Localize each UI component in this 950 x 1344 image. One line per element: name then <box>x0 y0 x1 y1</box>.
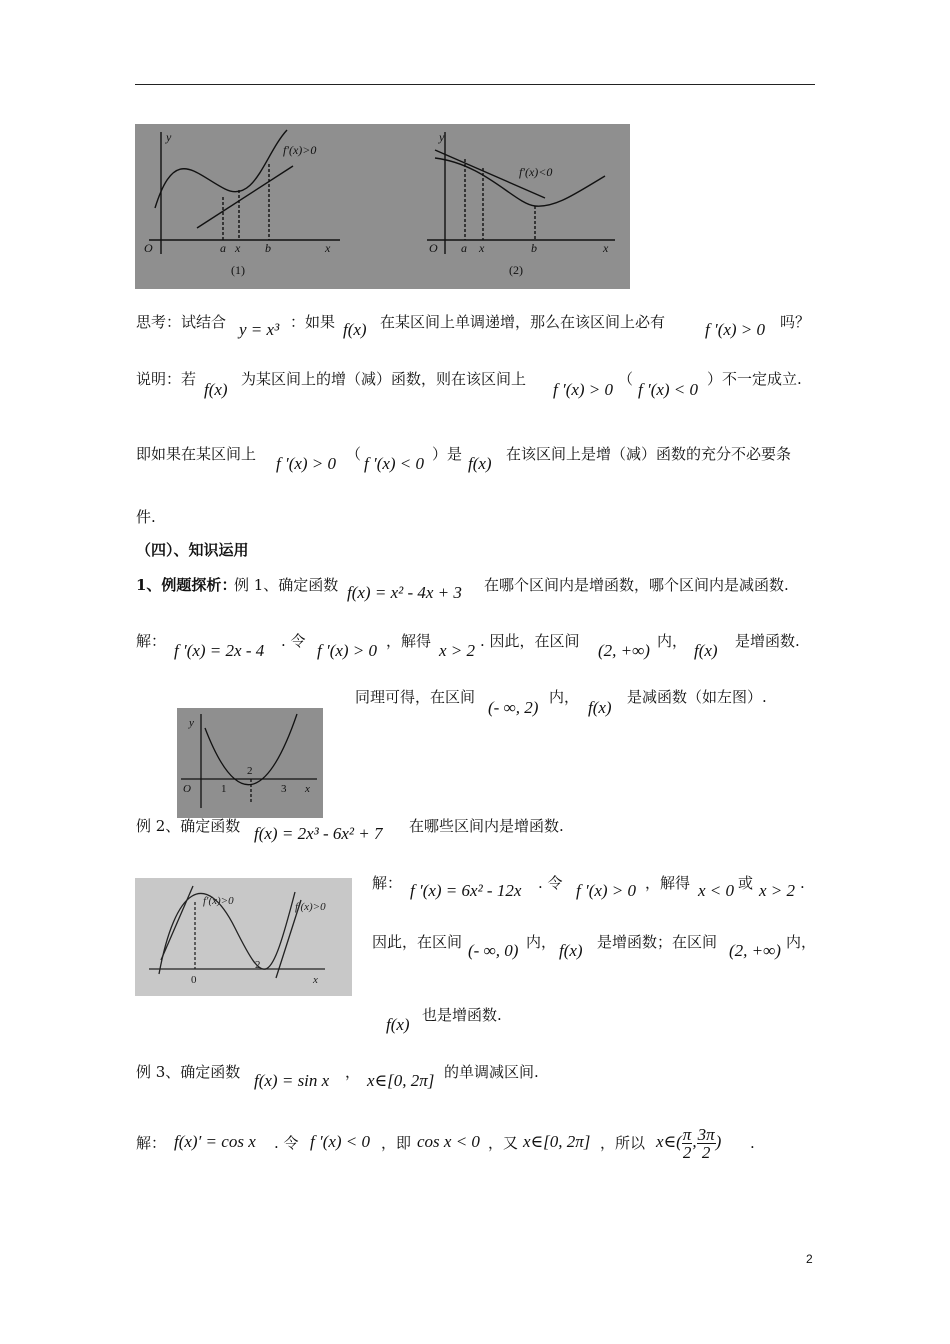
frac2-num: 3π <box>697 1124 715 1144</box>
ex2-math-xgt2: x > 2 <box>759 881 796 900</box>
fig1-tick-b: b <box>265 241 271 255</box>
fig2-y-label: y <box>439 130 445 144</box>
ex3-sol-text4: ，又 <box>488 1134 519 1152</box>
think-text4: 吗？ <box>780 313 811 331</box>
header-rule <box>135 84 815 85</box>
ex1-math-fx2: f(x) <box>694 641 718 660</box>
ex1-math-x: x > 2 <box>439 641 476 660</box>
ex2-sol-label: 解： <box>372 874 403 892</box>
fig2-tick-x: x <box>479 241 485 255</box>
ex2-math-deriv: f ′(x) = 6x² - 12x <box>410 881 522 900</box>
note-math-pos: f ′(x) > 0 <box>553 380 614 399</box>
note2-math-neg: f ′(x) < 0 <box>364 454 425 473</box>
frac1-num: π <box>682 1124 692 1144</box>
ex2-math-fx2: f(x) <box>559 941 583 960</box>
note-math-neg: f ′(x) < 0 <box>638 380 699 399</box>
think-prefix: 思考：试结合 <box>136 313 227 331</box>
ex3-math-deriv: f(x)′ = cos x <box>174 1132 256 1151</box>
ex3-math-ineq: f ′(x) < 0 <box>310 1132 371 1151</box>
ex2-math-ineq: f ′(x) > 0 <box>576 881 637 900</box>
ex2-sol-text3: ，解得 <box>645 874 691 892</box>
note-text3: （ <box>618 370 634 388</box>
ex1-rest2: 内， <box>549 688 580 706</box>
fig3-origin: O <box>183 783 191 795</box>
ex3-result-comma: , <box>692 1132 697 1151</box>
note-prefix: 说明：若 <box>136 370 197 388</box>
ex1-sol-text2: . 令 <box>281 632 306 650</box>
ex3-result <box>656 1122 721 1162</box>
ex1-math-interval: (2, +∞) <box>598 641 650 660</box>
ex1-sol-text6: 是增函数. <box>735 632 800 650</box>
fig3-tick-2: 2 <box>247 765 253 777</box>
ex1-intro: 例 1、确定函数 <box>234 576 339 594</box>
fig1-caption: (1) <box>231 263 245 277</box>
ex2-rest4: 内， <box>786 933 817 951</box>
figure-parabola-svg <box>177 708 323 818</box>
ex2-question: 在哪些区间内是增函数. <box>409 817 564 835</box>
fig1-tick-a: a <box>220 241 226 255</box>
ex2-math-fx3: f(x) <box>386 1015 410 1034</box>
ex3-sol-text3: ，即 <box>381 1134 412 1152</box>
frac1-den: 2 <box>682 1142 692 1162</box>
fig2-origin: O <box>429 241 438 255</box>
ex3-comma: ， <box>345 1063 361 1081</box>
ex1-lead: 1、例题探析： <box>136 576 237 594</box>
fig4-tick-0: 0 <box>191 974 197 986</box>
note2-text5: 件. <box>136 508 156 526</box>
fig3-y-label: y <box>189 717 194 729</box>
ex2-sol-text4: 或 <box>738 874 754 892</box>
ex1-sol-text4: . 因此，在区间 <box>480 632 580 650</box>
note-math-fx: f(x) <box>204 380 228 399</box>
note2-prefix: 即如果在某区间上 <box>136 445 257 463</box>
fraction-3pi-over-2 <box>697 1126 716 1161</box>
figure-monotonic-svg <box>135 124 630 289</box>
fig2-x-label: x <box>603 241 609 255</box>
fig4-annotation-left: f′(x)>0 <box>203 895 234 907</box>
fig1-tick-x: x <box>235 241 241 255</box>
fig3-tick-3: 3 <box>281 783 287 795</box>
ex1-sol-text5: 内， <box>657 632 688 650</box>
note2-math-pos: f ′(x) > 0 <box>276 454 337 473</box>
ex3-math-fx: f(x) = sin x <box>254 1071 330 1090</box>
ex3-result-open: x∈( <box>656 1132 682 1151</box>
figure-cubic-svg <box>135 878 352 996</box>
ex3-sol-text2: . 令 <box>274 1134 299 1152</box>
ex2-sol-text2: . 令 <box>538 874 563 892</box>
figure-cubic <box>135 878 352 996</box>
page-number: 2 <box>806 1252 813 1266</box>
section-heading: （四）、知识运用 <box>136 541 249 559</box>
fig2-caption: (2) <box>509 263 523 277</box>
note2-text3: ）是 <box>432 445 463 463</box>
ex3-intro: 例 3、确定函数 <box>136 1063 241 1081</box>
ex3-end: . <box>750 1134 755 1152</box>
ex1-math-interval2: (- ∞, 2) <box>488 698 539 717</box>
figure-parabola <box>177 708 323 818</box>
ex3-sol-text5: ，所以 <box>600 1134 646 1152</box>
ex3-sol-label: 解： <box>136 1134 167 1152</box>
ex2-rest3: 是增函数；在区间 <box>597 933 718 951</box>
fraction-pi-over-2 <box>682 1126 693 1161</box>
ex2-rest2: 内， <box>526 933 557 951</box>
ex1-math-ineq: f ′(x) > 0 <box>317 641 378 660</box>
ex1-math-fx: f(x) = x² - 4x + 3 <box>347 583 462 602</box>
fig1-annotation: f′(x)>0 <box>283 143 317 157</box>
ex2-math-fx: f(x) = 2x³ - 6x² + 7 <box>254 824 383 843</box>
ex2-rest1: 因此，在区间 <box>372 933 463 951</box>
ex3-math-cos: cos x < 0 <box>417 1132 480 1151</box>
ex2-math-interval1: (- ∞, 0) <box>468 941 519 960</box>
ex1-rest3: 是减函数（如左图）. <box>627 688 767 706</box>
ex2-math-xlt0: x < 0 <box>698 881 735 900</box>
ex1-rest1: 同理可得，在区间 <box>355 688 476 706</box>
ex3-math-domain: x∈[0, 2π] <box>367 1071 435 1090</box>
note-text2: 为某区间上的增（减）函数，则在该区间上 <box>241 370 527 388</box>
fig1-y-label: y <box>166 130 172 144</box>
ex2-sol-text5: . <box>800 874 805 892</box>
fig1-origin: O <box>144 241 153 255</box>
note-text4: ）不一定成立. <box>707 370 802 388</box>
think-math-deriv: f ′(x) > 0 <box>705 320 766 339</box>
ex2-intro: 例 2、确定函数 <box>136 817 241 835</box>
figure-monotonic-graphs <box>135 124 630 289</box>
ex3-question: 的单调减区间. <box>444 1063 539 1081</box>
note2-math-fx: f(x) <box>468 454 492 473</box>
fig4-x-label: x <box>313 974 318 986</box>
think-text2: ：如果 <box>290 313 336 331</box>
ex3-math-domain2: x∈[0, 2π] <box>523 1132 591 1151</box>
frac2-den: 2 <box>701 1142 711 1162</box>
fig4-tick-2: 2 <box>255 959 261 971</box>
fig3-tick-1: 1 <box>221 783 227 795</box>
ex1-question: 在哪个区间内是增函数，哪个区间内是减函数. <box>484 576 789 594</box>
ex1-math-fx3: f(x) <box>588 698 612 717</box>
think-math-cube: y = x³ <box>239 320 280 339</box>
ex1-sol-label: 解： <box>136 632 167 650</box>
fig2-tick-a: a <box>461 241 467 255</box>
fig4-annotation-right: f′(x)>0 <box>295 901 326 913</box>
ex1-math-deriv: f ′(x) = 2x - 4 <box>174 641 265 660</box>
ex2-math-interval2: (2, +∞) <box>729 941 781 960</box>
note2-text2: （ <box>346 445 362 463</box>
fig2-annotation: f′(x)<0 <box>519 165 553 179</box>
ex3-result-close: ) <box>715 1132 722 1151</box>
ex2-rest5: 也是增函数. <box>422 1006 502 1024</box>
think-text3: 在某区间上单调递增，那么在该区间上必有 <box>380 313 666 331</box>
fig3-x-label: x <box>305 783 310 795</box>
note2-text4: 在该区间上是增（减）函数的充分不必要条 <box>506 445 792 463</box>
think-math-fx: f(x) <box>343 320 367 339</box>
fig1-x-label: x <box>325 241 331 255</box>
fig2-tick-b: b <box>531 241 537 255</box>
ex1-sol-text3: ，解得 <box>386 632 432 650</box>
